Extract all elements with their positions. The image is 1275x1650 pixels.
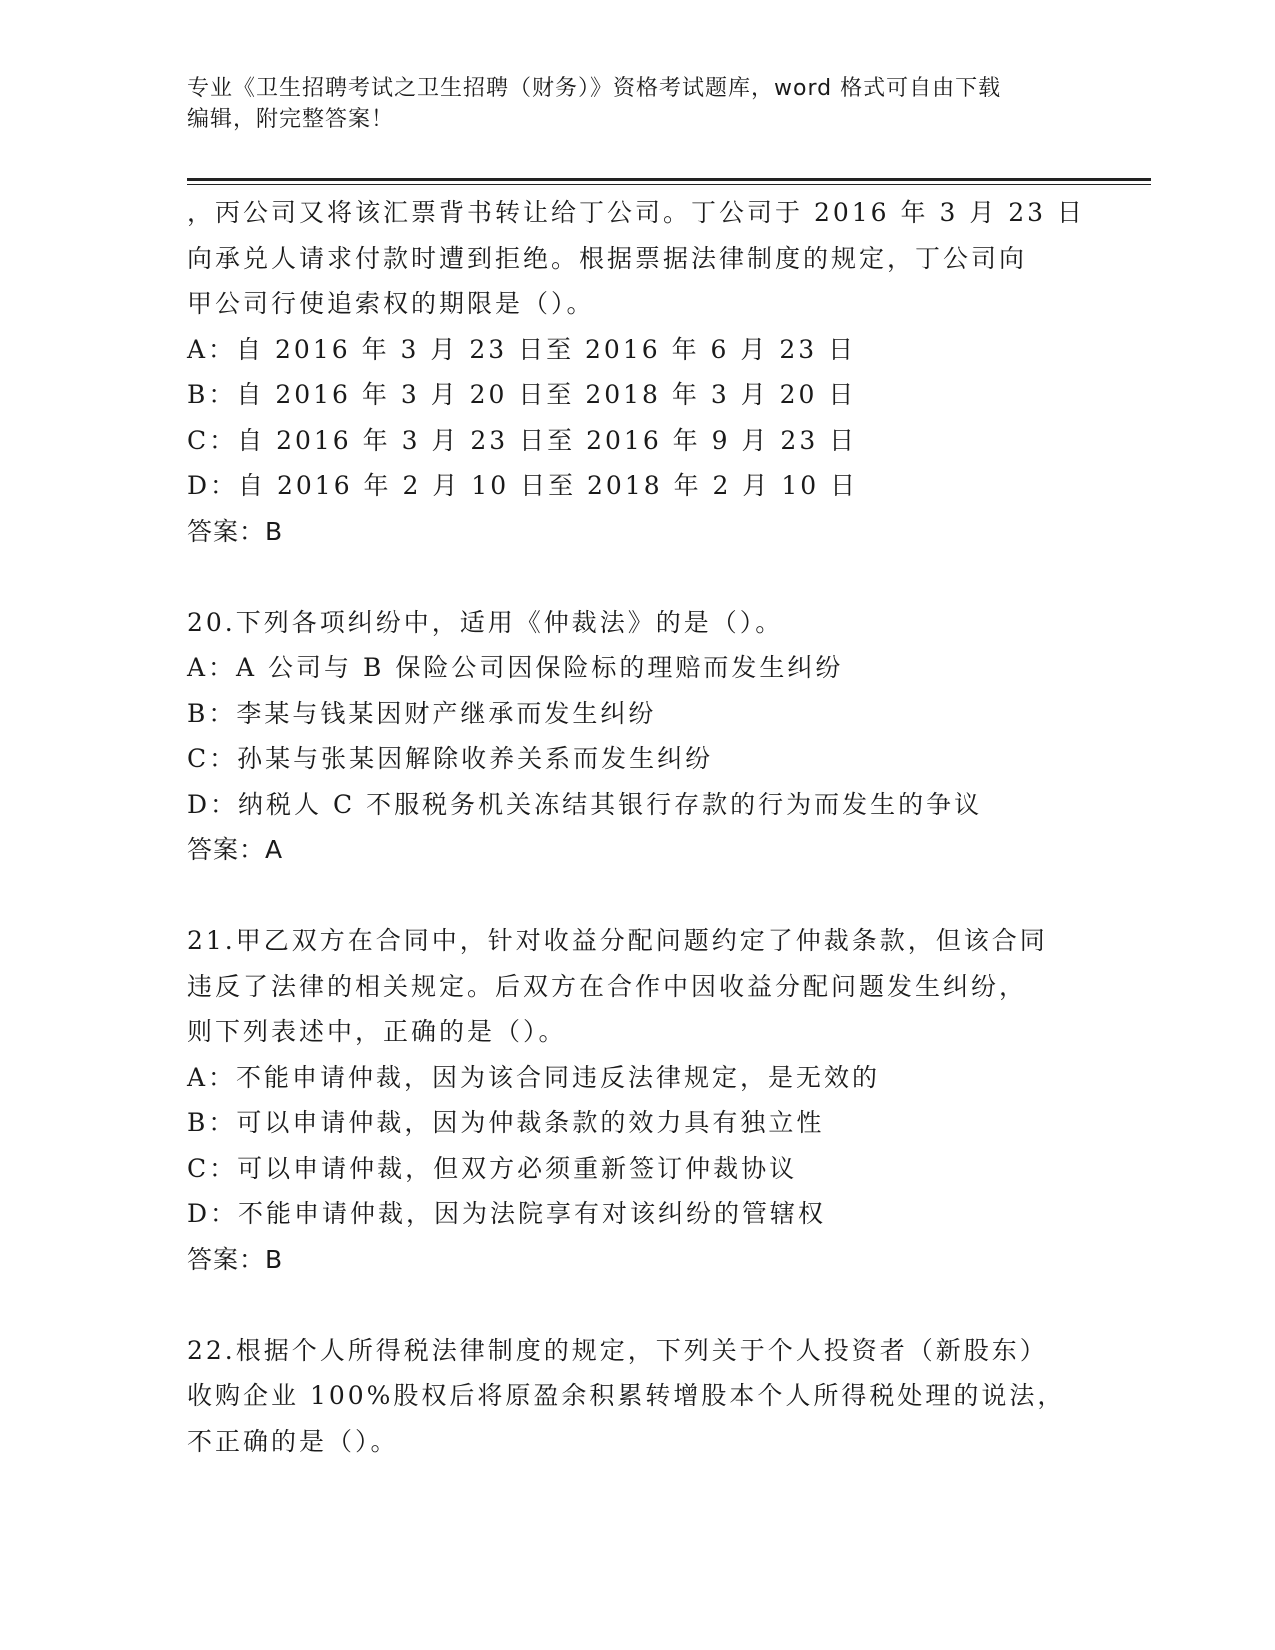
header-line-1: 专业《卫生招聘考试之卫生招聘（财务）》资格考试题库，word 格式可自由下载: [187, 76, 1002, 101]
question-text-line: 甲公司行使追索权的期限是（）。: [187, 289, 595, 318]
question-text-line: 则下列表述中，正确的是（）。: [187, 1017, 567, 1046]
question-block-19: [187, 190, 1087, 554]
question-text-line: ，丙公司又将该汇票背书转让给丁公司。丁公司于 2016 年 3 月 23 日: [187, 198, 1086, 227]
question-block-22: [187, 1328, 1087, 1465]
question-text-line: 违反了法律的相关规定。后双方在合作中因收益分配问题发生纠纷，: [187, 971, 1028, 1001]
question-text-line: 收购企业 100%股权后将原盈余积累转增股本个人所得税处理的说法，: [187, 1381, 1066, 1410]
option-b: B：可以申请仲裁，因为仲裁条款的效力具有独立性: [187, 1108, 825, 1137]
spacer: [187, 554, 1087, 600]
question-text-line: 22.根据个人所得税法律制度的规定，下列关于个人投资者（新股东）: [187, 1335, 1048, 1365]
question-text-line: 不正确的是（）。: [187, 1426, 399, 1456]
header-line-2: 编辑，附完整答案！: [187, 107, 395, 132]
option-a: A：不能申请仲裁，因为该合同违反法律规定，是无效的: [187, 1062, 881, 1092]
spacer: [187, 1282, 1087, 1328]
option-d: D：自 2016 年 2 月 10 日至 2018 年 2 月 10 日: [187, 471, 859, 500]
question-block-21: [187, 918, 1087, 1282]
option-d: D：不能申请仲裁，因为法院享有对该纠纷的管辖权: [187, 1199, 827, 1228]
page-header: [187, 73, 1087, 135]
question-text-line: 20.下列各项纠纷中，适用《仲裁法》的是（）。: [187, 607, 784, 637]
option-b: B：李某与钱某因财产继承而发生纠纷: [187, 698, 657, 728]
option-b: B：自 2016 年 3 月 20 日至 2018 年 3 月 20 日: [187, 380, 857, 409]
option-c: C：可以申请仲裁，但双方必须重新签订仲裁协议: [187, 1153, 798, 1183]
option-d: D：纳税人 C 不服税务机关冻结其银行存款的行为而发生的争议: [187, 789, 983, 819]
answer-label: 答案：B: [187, 1244, 284, 1274]
answer-label: 答案：A: [187, 835, 284, 864]
option-c: C：孙某与张某因解除收养关系而发生纠纷: [187, 744, 714, 773]
question-body: [187, 190, 1087, 1464]
question-text-line: 21.甲乙双方在合同中，针对收益分配问题约定了仲裁条款，但该合同: [187, 926, 1048, 955]
header-rule-thick: [187, 178, 1151, 181]
option-c: C：自 2016 年 3 月 23 日至 2016 年 9 月 23 日: [187, 425, 858, 455]
option-a: A：A 公司与 B 保险公司因保险标的理赔而发生纠纷: [187, 653, 844, 682]
option-a: A：自 2016 年 3 月 23 日至 2016 年 6 月 23 日: [187, 334, 857, 364]
question-text-line: 向承兑人请求付款时遭到拒绝。根据票据法律制度的规定，丁公司向: [187, 243, 1028, 273]
answer-label: 答案：B: [187, 516, 284, 546]
spacer: [187, 873, 1087, 919]
header-rule-thin: [187, 184, 1151, 185]
question-block-20: [187, 600, 1087, 873]
